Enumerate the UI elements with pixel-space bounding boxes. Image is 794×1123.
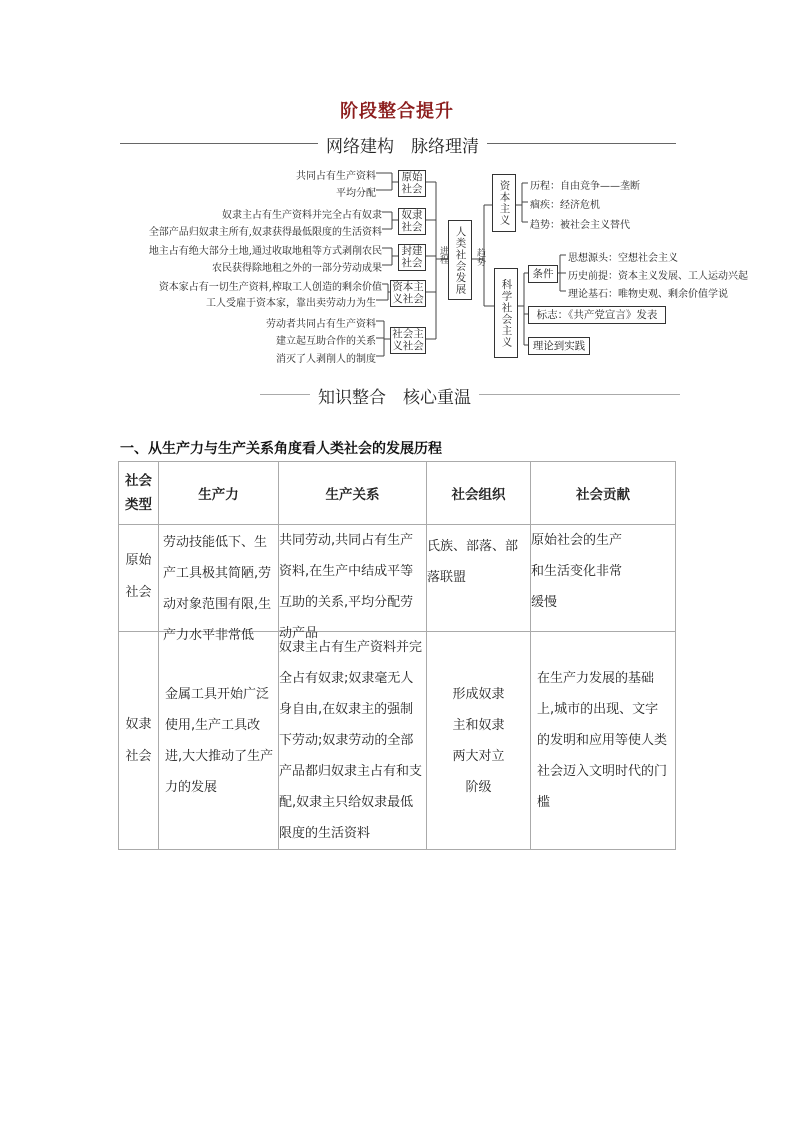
table-row [119,525,676,632]
history-table [118,461,676,850]
society-line: 封建 [401,245,423,257]
type-cell [119,632,159,850]
left-item: 奴隶主占有生产资料并完全占有奴隶 [222,210,382,221]
left-item: 地主占有绝大部分土地,通过收取地租等方式剥削农民 [148,246,382,257]
organization-text: 氏族、部落、部落联盟 [427,539,519,585]
left-item: 劳动者共同占有生产资料 [266,319,376,330]
productivity-text: 金属工具开始广泛使用,生产工具改进,大大推动了生产力的发展 [165,686,274,795]
society-line: 资本主 [392,281,424,293]
contribution-cell [531,632,676,850]
section-heading: 一、从生产力与生产关系角度看人类社会的发展历程 [120,441,442,457]
center-box: 人类社会发展 [448,220,472,300]
relations-text: 奴隶主占有生产资料并完全占有奴隶;奴隶毫无人身自由,在奴隶主的强制下劳动;奴隶劳动的全部产品都归奴隶主占有和支配,奴隶主只给奴隶最低限度的生活资料 [279,640,423,841]
society-line: 奴隶 [401,209,423,221]
society-box-slave [398,208,426,235]
society-box-capitalism [390,280,426,307]
practice-box: 理论到实践 [528,337,590,355]
page-title: 阶段整合提升 [340,101,454,122]
header-type: 社会类型 [119,462,159,525]
society-line: 社会主 [392,328,424,340]
society-line: 原始 [401,171,423,183]
productivity-cell [159,632,279,850]
organization-cell [427,525,531,632]
capitalism-item: 痼疾：经济危机 [530,200,600,211]
header-organization: 社会组织 [427,462,531,525]
society-line: 社会 [401,221,423,233]
condition-item: 思想源头：空想社会主义 [568,253,678,264]
contribution-cell [531,525,676,632]
symbol-box: 标志：《共产党宣言》发表 [528,306,666,324]
society-box-socialism [390,327,426,354]
condition-item: 历史前提：资本主义发展、工人运动兴起 [568,271,748,282]
type-text: 奴隶社会 [125,716,152,764]
condition-item: 理论基石：唯物史观、剩余价值学说 [568,289,728,300]
header-relations: 生产关系 [279,462,427,525]
left-item: 全部产品归奴隶主所有,奴隶获得最低限度的生活资料 [148,227,382,238]
left-item: 农民获得除地租之外的一部分劳动成果 [212,263,382,274]
society-box-feudal [398,244,426,271]
process-label: 进程 [438,246,448,264]
left-item: 消灭了人剥削人的制度 [276,354,376,365]
socialism-box: 科学社会主义 [494,268,518,358]
capitalism-box: 资本主义 [492,174,516,232]
contribution-text: 在生产力发展的基础上,城市的出现、文字的发明和应用等使人类社会迈入文明时代的门槛 [537,671,668,810]
society-box-primitive [398,170,426,197]
trend-label: 趋势 [475,248,485,266]
contribution-text: 原始社会的生产和生活变化非常缓慢 [531,533,623,610]
header-productivity: 生产力 [159,462,279,525]
table-header-row [119,462,676,525]
header-contribution: 社会贡献 [531,462,676,525]
left-item: 建立起互助合作的关系 [276,336,376,347]
knowledge-diagram [0,0,794,380]
capitalism-item: 历程：自由竞争——垄断 [530,181,640,192]
productivity-cell [159,525,279,643]
society-line: 义社会 [392,340,424,352]
banner-network: 网络建构 脉络理清 [318,132,487,157]
banner-knowledge: 知识整合 核心重温 [310,383,479,408]
diagram-connectors [0,0,794,380]
relations-text: 共同劳动,共同占有生产资料,在生产中结成平等互助的关系,平均分配劳动产品 [279,533,414,641]
left-item: 工人受雇于资本家，靠出卖劳动力为生 [206,298,376,309]
society-line: 社会 [401,183,423,195]
capitalism-item: 趋势：被社会主义替代 [530,220,630,231]
society-line: 义社会 [392,293,424,305]
left-item: 资本家占有一切生产资料,榨取工人创造的剩余价值 [158,282,382,293]
organization-text: 形成奴隶主和奴隶两大对立阶级 [452,686,505,795]
type-cell [119,525,159,632]
relations-cell [279,525,427,641]
conditions-box: 条件 [528,265,558,283]
table-row [119,632,676,850]
organization-cell [427,632,531,850]
society-line: 社会 [401,257,423,269]
left-item: 共同占有生产资料 [296,171,376,182]
relations-cell [279,632,427,850]
productivity-text: 劳动技能低下、生产工具极其简陋,劳动对象范围有限,生产力水平非常低 [163,535,272,643]
type-text: 原始社会 [125,553,152,600]
left-item: 平均分配 [336,188,376,199]
